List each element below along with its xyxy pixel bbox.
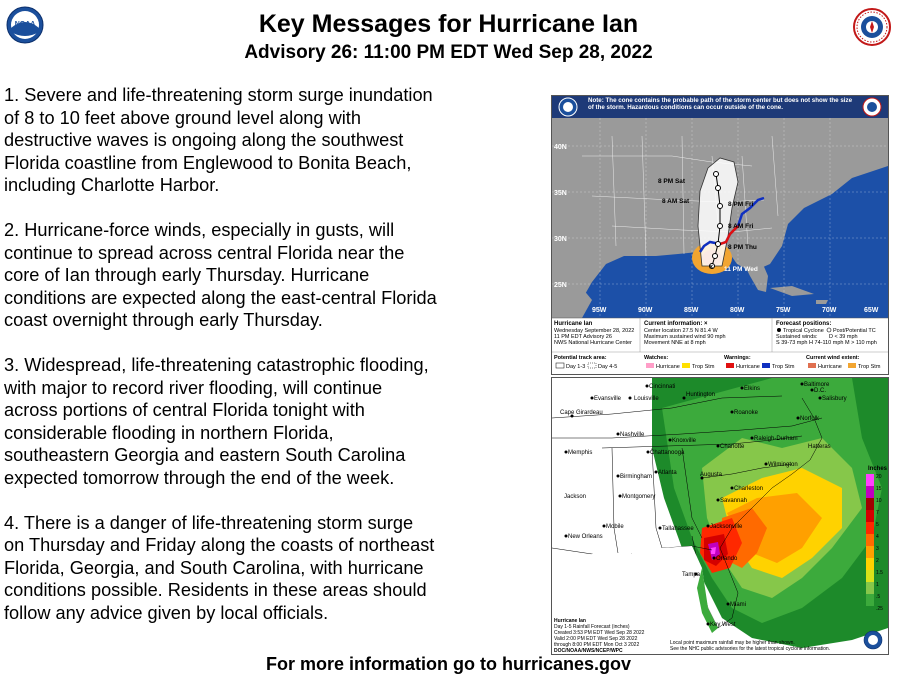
city-label: Huntington <box>686 392 716 398</box>
rainfall-forecast-map <box>551 377 889 655</box>
advisory-subtitle: Advisory 26: 11:00 PM EDT Wed Sep 28, 2022 <box>244 42 653 63</box>
track-d13: Day 1-3 <box>566 364 586 370</box>
rain-legend-swatch <box>866 558 874 570</box>
fp-winds: Sustained winds: <box>776 334 818 340</box>
rain-legend-swatch <box>866 522 874 534</box>
rain-legend-value: 1 <box>876 582 879 588</box>
watch-hurricane: Hurricane <box>656 364 680 370</box>
rain-legend-value: 7 <box>876 510 879 516</box>
city-label: Jacksonville <box>710 524 743 530</box>
cone-forecast-map <box>551 95 889 375</box>
city-label: New Orleans <box>568 534 603 540</box>
lon-label: 85W <box>684 307 699 314</box>
footer-link-text: For more information go to hurricanes.gov <box>265 654 632 674</box>
key-message-4: 4. There is a danger of life-threatening storm surge on Thursday and Friday along the coasts of northeast Florida, Georgia, and South Carolina, with hurricane conditions possible. Residents in these areas should follow any advice given by local officials. <box>4 512 435 623</box>
city-label: Tallahassee <box>662 526 694 532</box>
rain-caption: Day 1-5 Rainfall Forecast (inches) <box>554 624 630 630</box>
city-label: Augusta <box>700 472 723 478</box>
fp-scale: S 39-73 mph H 74-110 mph M > 110 mph <box>776 340 877 346</box>
city-label: Charlotte <box>720 444 745 450</box>
rain-legend-value: .25 <box>876 606 883 612</box>
rain-caption: Hurricane Ian <box>554 618 586 624</box>
city-label: Wilmington <box>768 462 798 468</box>
lat-label: 25N <box>554 282 567 289</box>
rain-note: See the NHC public advisories for the latest tropical cyclone information. <box>670 646 831 652</box>
city-label: Knoxville <box>672 438 697 444</box>
city-label: Nashville <box>620 432 645 438</box>
key-message-2: 2. Hurricane-force winds, especially in gusts, will continue to spread across central Florida near the core of Ian through early Thursday. Hurricane conditions are expected along the east-central Florida coast overnight through early Thursday. <box>4 219 437 331</box>
noaa-logo-small <box>559 98 577 116</box>
lat-label: 35N <box>554 190 567 197</box>
rain-legend-value: 20 <box>876 474 882 480</box>
rain-legend-value: 10 <box>876 498 882 504</box>
forecast-label: 8 PM Thu <box>728 244 757 251</box>
rain-legend-value: 3 <box>876 546 879 552</box>
rain-legend-value: 1.5 <box>876 570 883 576</box>
lat-label: 40N <box>554 144 567 151</box>
forecast-label: 11 PM Wed <box>724 266 758 273</box>
current-info-label: Current information: × <box>644 321 708 327</box>
city-label: Jackson <box>564 494 587 500</box>
rain-legend-swatch <box>866 474 874 486</box>
watches-label: Watches: <box>644 355 669 361</box>
city-label: Raleigh-Durham <box>754 436 798 442</box>
rain-legend-swatch <box>866 606 874 618</box>
warnings-label: Warnings: <box>724 355 751 361</box>
storm-name: Hurricane Ian <box>554 321 593 327</box>
lon-label: 65W <box>864 307 879 314</box>
storm-date: Wednesday September 28, 2022 <box>554 328 635 334</box>
city-label: Norfolk <box>800 416 820 422</box>
city-label: D.C. <box>814 388 826 394</box>
city-label: Key West <box>710 622 736 628</box>
city-label: Charleston <box>734 486 764 492</box>
rain-legend-value: 5 <box>876 522 879 528</box>
current-movement: Movement NNE at 8 mph <box>644 340 706 346</box>
forecast-label: 8 PM Sat <box>658 178 686 185</box>
lon-label: 80W <box>730 307 745 314</box>
rain-caption: DOC/NOAA/NWS/NCEP/WPC <box>554 648 623 654</box>
rain-legend-value: .5 <box>876 594 881 600</box>
rain-legend-title: Inches <box>868 466 888 472</box>
rain-legend-swatch <box>866 582 874 594</box>
lon-label: 75W <box>776 307 791 314</box>
city-label: Louisville <box>634 396 659 402</box>
rain-caption: through 8:00 PM EDT Mon Oct 3 2022 <box>554 642 640 648</box>
forecast-label: 8 AM Fri <box>728 223 754 230</box>
rain-legend-swatch <box>866 486 874 498</box>
city-label: Memphis <box>568 450 593 456</box>
city-label: Mobile <box>606 524 624 530</box>
track-d45: Day 4-5 <box>598 364 618 370</box>
noaa-logo-small <box>864 631 882 649</box>
rain-caption: Created 3:53 PM EDT Wed Sep 28 2022 <box>554 630 645 636</box>
cone-note: Note: The cone contains the probable path of the storm center but does not show the size of the storm. Hazardous conditions can occur outside of the cone. <box>588 97 853 111</box>
current-wind: Maximum sustained wind 90 mph <box>644 334 726 340</box>
key-message-1: 1. Severe and life-threatening storm surge inundation of 8 to 10 feet above ground level along with destructive waves is ongoing along the southwest Florida coastline from Englewood to Bonita Beach, including Charlotte Harbor. <box>4 85 433 196</box>
nws-logo-small <box>863 98 881 116</box>
city-label: Baltimore <box>804 382 830 388</box>
city-label: Savannah <box>720 498 748 504</box>
current-position-marker: × <box>709 264 714 271</box>
forecast-positions-label: Forecast positions: <box>776 321 832 327</box>
wind-tropstm: Trop Stm <box>858 364 881 370</box>
fp-d: D < 39 mph <box>829 334 858 340</box>
lon-label: 70W <box>822 307 837 314</box>
city-label: Chattanooga <box>650 450 685 456</box>
city-label: Evansville <box>594 396 622 402</box>
rain-caption: Valid 2:00 PM EDT Wed Sep 28 2022 <box>554 636 638 642</box>
city-label: Elkins <box>744 386 761 392</box>
city-label: Roanoke <box>734 410 759 416</box>
forecast-label: 8 PM Fri <box>728 201 754 208</box>
fp-tropical: Tropical Cyclone <box>783 328 824 334</box>
rain-legend-swatch <box>866 546 874 558</box>
rain-legend-value: 2 <box>876 558 879 564</box>
track-area-label: Potential track area: <box>554 355 607 361</box>
city-label: Cape Girardeau <box>560 410 603 416</box>
rain-legend-swatch <box>866 534 874 546</box>
key-messages <box>4 84 542 646</box>
forecast-label: 8 AM Sat <box>662 198 690 205</box>
svg-text:NOAA: NOAA <box>14 21 36 28</box>
key-message-3: 3. Widespread, life-threatening catastrophic flooding, with major to record river flooding, will continue across portions of central Florida tonight with considerable flooding in northern Florida, southeastern Georgia and eastern South Carolina expected tomorrow through the end of the week. <box>4 354 429 488</box>
warn-tropstm: Trop Stm <box>772 364 795 370</box>
city-label: Atlanta <box>658 470 677 476</box>
rain-legend-swatch <box>866 510 874 522</box>
lon-label: 90W <box>638 307 653 314</box>
current-location: Center location 27.5 N 81.4 W <box>644 328 718 334</box>
city-label: Tampa <box>682 572 701 578</box>
warn-hurricane: Hurricane <box>736 364 760 370</box>
lat-label: 30N <box>554 236 567 243</box>
city-label: Salisbury <box>822 396 847 402</box>
city-label: Hatteras <box>808 444 831 450</box>
page-title: Key Messages for Hurricane Ian <box>258 10 639 38</box>
city-label: Miami <box>730 602 746 608</box>
rain-legend-swatch <box>866 498 874 510</box>
rain-legend-value: 4 <box>876 534 879 540</box>
storm-advisory: 11 PM EDT Advisory 26 <box>554 334 612 340</box>
city-label: Cincinnati <box>649 384 676 390</box>
fp-post: Post/Potential TC <box>833 328 876 334</box>
city-label: Montgomery <box>622 494 656 500</box>
rain-legend-value: 15 <box>876 486 882 492</box>
wind-extent-label: Current wind extent: <box>806 355 860 361</box>
storm-center: NWS National Hurricane Center <box>554 340 632 346</box>
city-label: Birmingham <box>620 474 653 480</box>
city-label: Orlando <box>716 556 738 562</box>
watch-tropstm: Trop Stm <box>692 364 715 370</box>
rain-note: Local point maximum rainfall may be higher than shown. <box>670 640 795 646</box>
lon-label: 95W <box>592 307 607 314</box>
rain-legend-swatch <box>866 570 874 582</box>
rain-legend-swatch <box>866 594 874 606</box>
wind-hurricane: Hurricane <box>818 364 842 370</box>
